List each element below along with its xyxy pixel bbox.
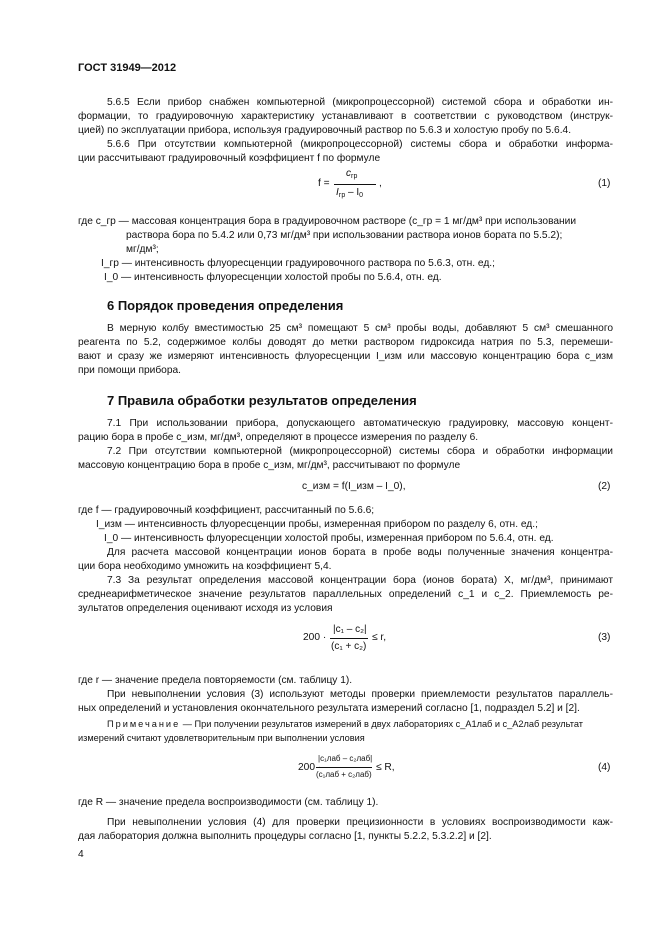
- formula-number: (4): [598, 762, 611, 773]
- page-header: ГОСТ 31949—2012: [78, 62, 177, 74]
- text-line: рацию бора в пробе c_изм, мг/дм³, определяют в процессе измерения по разделу 6.: [78, 432, 479, 443]
- formula-number: (1): [598, 178, 611, 189]
- text-line: при помощи прибора.: [78, 365, 181, 376]
- where-block-4: где R — значение предела воспроизводимости (см. таблицу 1).: [78, 797, 379, 808]
- text-line: реагента по 5.2, содержимое колбы доводят до метки раствором гидроксида натрия по 5.3, перемеши-: [78, 337, 613, 348]
- text-line: дая лаборатория должна выполнить процедуры согласно [1, пункты 5.2.2, 5.3.2.2] и [2].: [78, 831, 492, 842]
- text-line: I_0 — интенсивность флуоресценции холостой пробы по 5.6.4, отн. ед.: [104, 272, 442, 283]
- text-line: раствора бора по 5.4.2 или 0,73 мг/дм³ при использовании раствора ионов бората по 5.5.2);: [126, 230, 563, 241]
- formula-numerator: |c₁лаб – c₂лаб|: [318, 754, 373, 763]
- text-line: ции рассчитывают градуировочный коэффициент f по формуле: [78, 153, 381, 164]
- text-line: вают и сразу же измеряют интенсивность флуоресценции I_изм или массовую концентрацию бора c_изм: [78, 351, 613, 362]
- where-block-3: где r — значение предела повторяемости (см. таблицу 1).: [78, 675, 353, 686]
- note-label: Примечание: [107, 719, 181, 729]
- formula-denominator: $I_{гр} - I_0$: [336, 187, 364, 199]
- text-line: массовую концентрацию бора в пробе c_изм, мг/дм³, рассчитывают по формуле: [78, 460, 461, 471]
- fraction-bar: [316, 767, 372, 768]
- section-6-heading: 6 Порядок проведения определения: [107, 298, 344, 313]
- text-line: Для расчета массовой концентрации ионов бората в пробе воды полученные значения концентра-: [107, 547, 613, 558]
- formula-tail: ≤ r,: [372, 632, 387, 643]
- text-line: среднеарифметическое значение результатов параллельных определений c_1 и c_2. Приемлемость ре-: [78, 589, 613, 600]
- formula-lhs: f =: [318, 178, 330, 189]
- text-line: ных определений и установления окончательного результата измерений согласно [1, подраздел 5.2] и [2].: [78, 703, 580, 714]
- note-line-1: [107, 718, 583, 731]
- formula-lead: 200 ·: [303, 632, 327, 643]
- text-line: где f — градуировочный коэффициент, рассчитанный по 5.6.6;: [78, 505, 375, 516]
- text-line: I_0 — интенсивность флуоресценции холостой пробы, измеренная прибором по 5.6.4, отн. ед.: [104, 533, 554, 544]
- text-line: 7.1 При использовании прибора, допускающего автоматическую градуировку, массовую концент-: [107, 418, 613, 429]
- formula-number: (3): [598, 632, 611, 643]
- fraction-bar: [334, 184, 376, 185]
- formula-number: (2): [598, 481, 611, 492]
- text-line: ции бора необходимо умножить на коэффициент 5,4.: [78, 561, 332, 572]
- text-line: 5.6.6 При отсутствии компьютерной (микропроцессорной) системы сбора и обработки информа-: [107, 139, 613, 150]
- fraction-bar: [330, 638, 368, 639]
- formula-numerator: $c_{гр}$: [346, 168, 358, 180]
- page-number: 4: [78, 849, 84, 860]
- text-line: 7.2 При отсутствии компьютерной (микропроцессорной) системы сбора и обработки информации: [107, 446, 613, 457]
- formula-denominator: (c₁лаб + c₂лаб): [316, 770, 372, 779]
- formula-numerator: |c₁ – c₂|: [333, 624, 367, 635]
- formula-2: c_изм = f(I_изм – I_0),: [302, 481, 406, 492]
- formula-tail: ≤ R,: [376, 762, 395, 773]
- text-line: цией) по эксплуатации прибора, используя градуировочный раствор по 5.6.3 и холостую пробу по 5.6.4.: [78, 125, 572, 136]
- note-text: — При получении результатов измерений в двух лабораториях c_A1лаб и c_A2лаб результат: [182, 719, 583, 729]
- text-line: 5.6.5 Если прибор снабжен компьютерной (микропроцессорной) системой сбора и обработки ин-: [107, 97, 613, 108]
- text-line: I_гр — интенсивность флуоресценции градуировочного раствора по 5.6.3, отн. ед.;: [101, 258, 495, 269]
- formula-tail: ,: [379, 178, 382, 189]
- text-line: При невыполнении условия (3) используют методы проверки приемлемости результатов параллель-: [107, 689, 613, 700]
- text-line: формации, то градуировочную характеристику устанавливают в соответствии с руководством (инструк-: [78, 111, 613, 122]
- text-line: где c_гр — массовая концентрация бора в градуировочном растворе (c_гр = 1 мг/дм³ при использовании: [78, 216, 577, 227]
- section-7-heading: 7 Правила обработки результатов определения: [107, 393, 417, 408]
- note-line-2: измерений считают удовлетворительным при выполнении условия: [78, 733, 365, 743]
- text-line: При невыполнении условия (4) для проверки прецизионности в условиях воспроизводимости каж-: [107, 817, 613, 828]
- formula-denominator: (c₁ + c₂): [331, 641, 367, 652]
- text-line: 7.3 За результат определения массовой концентрации бора (ионов бората) X, мг/дм³, принимают: [107, 575, 613, 586]
- text-line: I_изм — интенсивность флуоресценции пробы, измеренная прибором по разделу 6, отн. ед.;: [96, 519, 538, 530]
- text-line: мг/дм³;: [126, 244, 159, 255]
- text-line: зультатов определения оценивают исходя из условия: [78, 603, 333, 614]
- text-line: В мерную колбу вместимостью 25 см³ помещают 5 см³ пробы воды, добавляют 5 см³ смешанного: [107, 323, 613, 334]
- formula-lead: 200 ·: [298, 762, 322, 773]
